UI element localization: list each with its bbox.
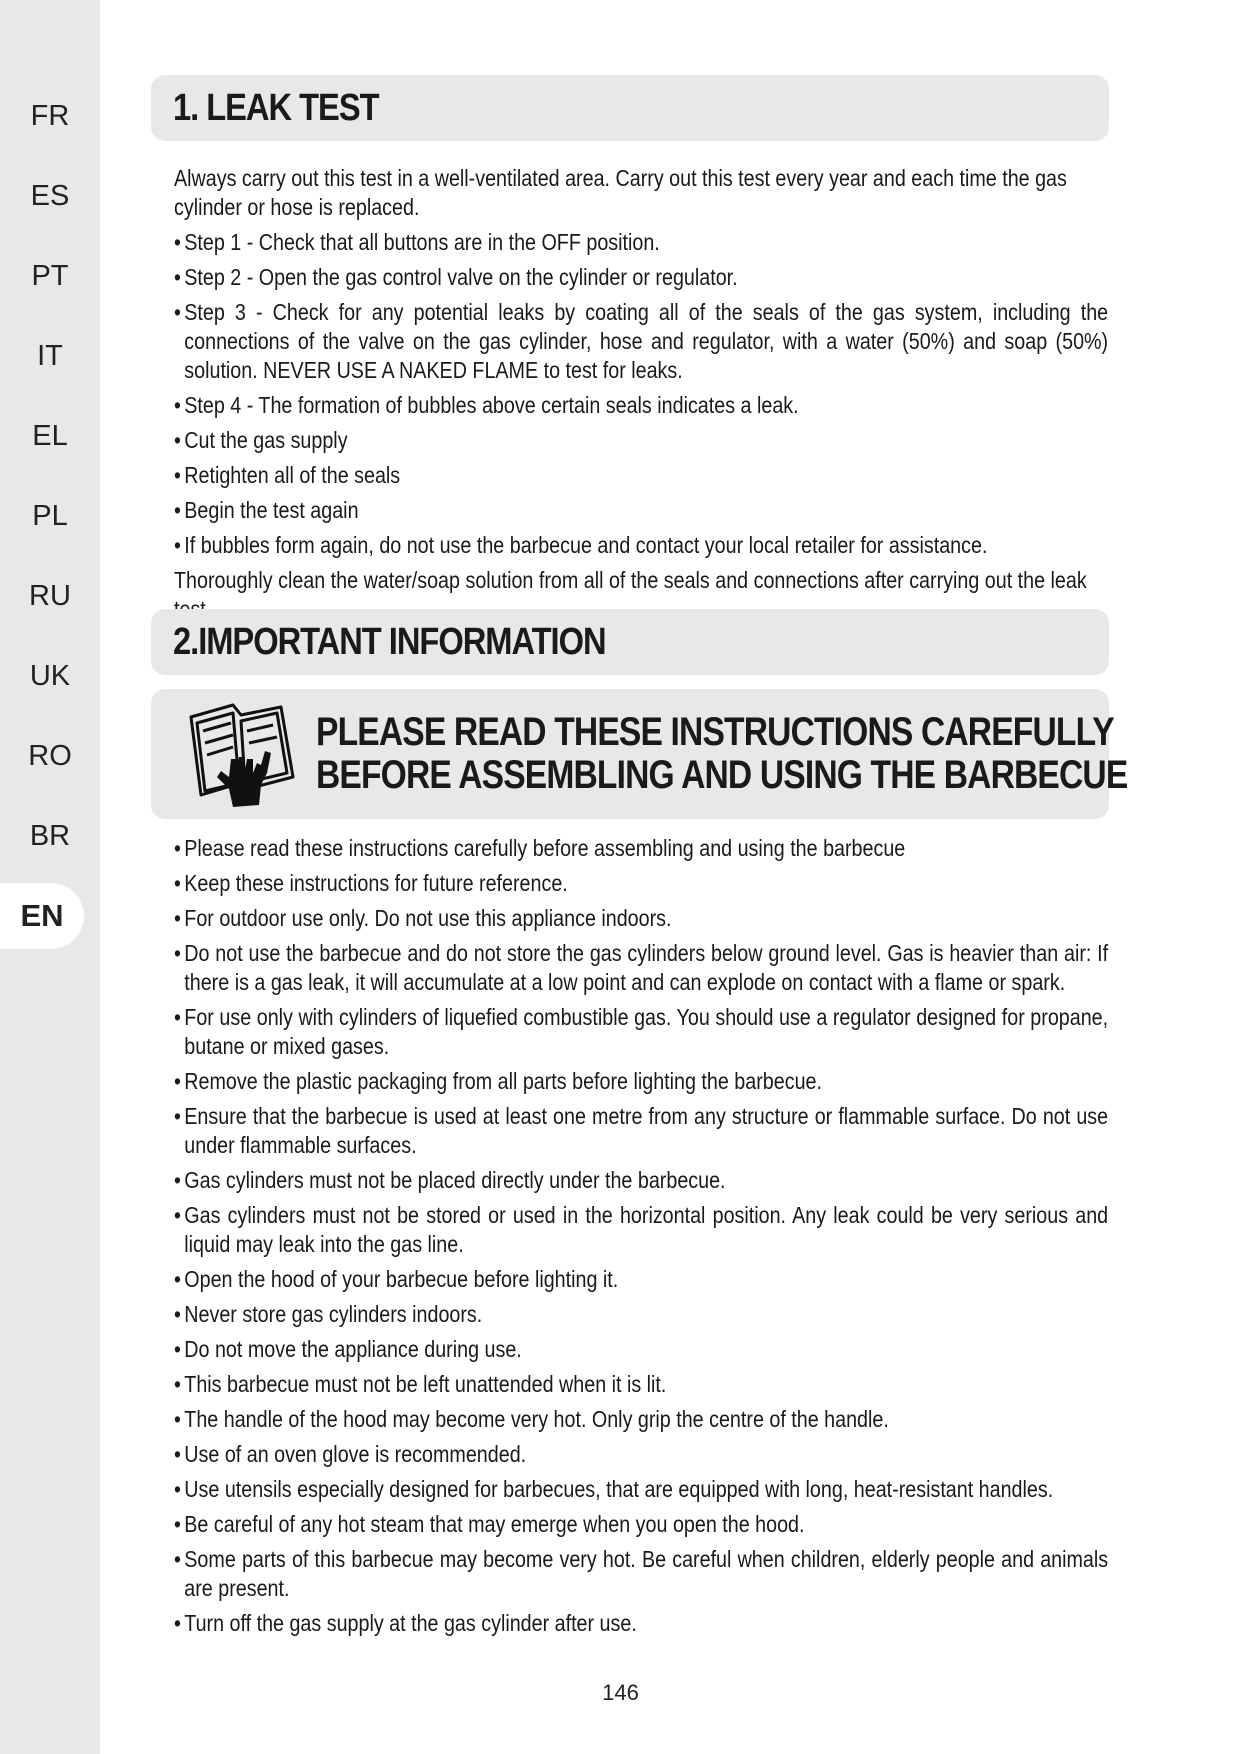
list-item: • Cut the gas supply <box>174 426 1108 455</box>
leak-test-outro: Thoroughly clean the water/soap solution from all of the seals and connections after carrying out the leak <box>174 567 1087 593</box>
list-item: • Use of an oven glove is recommended. <box>174 1440 1108 1469</box>
notice-heading <box>316 711 1127 797</box>
leak-test-steps <box>174 228 1108 560</box>
notice-line-1: PLEASE READ THESE INSTRUCTIONS CAREFULLY <box>316 710 1114 754</box>
list-item: • Ensure that the barbecue is used at least one metre from any structure or flammable surface. Do not use under flammable surfaces. <box>174 1102 1108 1160</box>
lang-tab-es[interactable]: ES <box>30 180 70 212</box>
list-item: • Step 3 - Check for any potential leaks by coating all of the seals of the gas system, including the connections of the valve on the gas cylinder, hose and regulator, with a water (50%) and soap (50%) solution. NEVER USE A NAKED FLAME to test for leaks. <box>174 298 1108 385</box>
list-item: • Keep these instructions for future reference. <box>174 869 1108 898</box>
leak-test-text <box>174 164 1108 624</box>
lang-tab-fr[interactable]: FR <box>30 100 70 132</box>
notice-line-2: BEFORE ASSEMBLING AND USING THE BARBECUE <box>316 753 1128 797</box>
list-item: • Use utensils especially designed for barbecues, that are equipped with long, heat-resistant handles. <box>174 1475 1108 1504</box>
read-instructions-notice <box>151 689 1128 819</box>
list-item: • For outdoor use only. Do not use this appliance indoors. <box>174 904 1108 933</box>
list-item: • The handle of the hood may become very hot. Only grip the centre of the handle. <box>174 1405 1108 1434</box>
list-item: • Turn off the gas supply at the gas cylinder after use. <box>174 1609 1108 1638</box>
important-information-text <box>174 834 1108 1638</box>
leak-test-body <box>174 164 1108 624</box>
list-item: • Gas cylinders must not be stored or used in the horizontal position. Any leak could be very serious and liquid may leak into the gas line. <box>174 1201 1108 1259</box>
list-item: • Retighten all of the seals <box>174 461 1108 490</box>
list-item: • Be careful of any hot steam that may emerge when you open the hood. <box>174 1510 1108 1539</box>
safety-list <box>174 834 1108 1638</box>
list-item: • Begin the test again <box>174 496 1108 525</box>
list-item: • Do not use the barbecue and do not store the gas cylinders below ground level. Gas is heavier than air: If there is a gas leak, it will accumulate at a low point and can explode on contact with a flame or spark. <box>174 939 1108 997</box>
list-item: • Gas cylinders must not be placed directly under the barbecue. <box>174 1166 1108 1195</box>
lang-tab-br[interactable]: BR <box>29 820 71 852</box>
list-item: • Some parts of this barbecue may become very hot. Be careful when children, elderly people and animals are present. <box>174 1545 1108 1603</box>
list-item: • Open the hood of your barbecue before lighting it. <box>174 1265 1108 1294</box>
important-information-body <box>174 834 1108 1644</box>
list-item: • Step 2 - Open the gas control valve on the cylinder or regulator. <box>174 263 1108 292</box>
leak-test-intro: Always carry out this test in a well-ventilated area. Carry out this test every year and each time the gas cylinder or hose is replaced. <box>174 165 1067 220</box>
list-item: • If bubbles form again, do not use the barbecue and contact your local retailer for assistance. <box>174 531 1108 560</box>
page-number: 146 <box>602 1680 639 1705</box>
list-item: • Remove the plastic packaging from all parts before lighting the barbecue. <box>174 1067 1108 1096</box>
lang-tab-en-active[interactable]: EN <box>0 883 84 949</box>
list-item: • Step 4 - The formation of bubbles above certain seals indicates a leak. <box>174 391 1108 420</box>
lang-tab-uk[interactable]: UK <box>29 660 71 692</box>
list-item: • Do not move the appliance during use. <box>174 1335 1108 1364</box>
section-heading-leak-test <box>151 75 1109 141</box>
lang-tab-pl[interactable]: PL <box>32 500 68 532</box>
lang-tab-pt[interactable]: PT <box>31 260 69 292</box>
language-sidebar <box>0 0 100 1754</box>
list-item: • Step 1 - Check that all buttons are in the OFF position. <box>174 228 1108 257</box>
list-item: • Please read these instructions carefully before assembling and using the barbecue <box>174 834 1108 863</box>
lang-tab-it[interactable]: IT <box>37 340 63 372</box>
list-item: • This barbecue must not be left unattended when it is lit. <box>174 1370 1108 1399</box>
lang-tab-el[interactable]: EL <box>32 420 68 452</box>
list-item: • Never store gas cylinders indoors. <box>174 1300 1108 1329</box>
lang-tab-ru[interactable]: RU <box>29 580 71 612</box>
section-title: 1. LEAK TEST <box>173 87 379 129</box>
list-item: • For use only with cylinders of liquefied combustible gas. You should use a regulator designed for propane, butane or mixed gases. <box>174 1003 1108 1061</box>
section-title: 2.IMPORTANT INFORMATION <box>173 621 606 663</box>
section-heading-important-information <box>151 609 1109 675</box>
book-reading-hand-icon <box>181 697 299 813</box>
lang-tab-ro[interactable]: RO <box>28 740 72 772</box>
